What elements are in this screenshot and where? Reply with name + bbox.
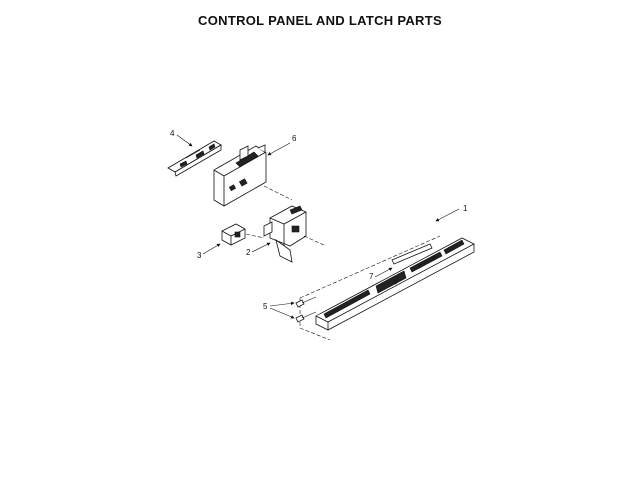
- callout-4: 4: [170, 129, 175, 138]
- page-title: CONTROL PANEL AND LATCH PARTS: [198, 13, 442, 28]
- part-3-clip: [222, 224, 245, 245]
- part-5-screws: [296, 297, 316, 322]
- part-2-latch: [264, 206, 306, 262]
- callout-3: 3: [197, 251, 202, 260]
- callout-7: 7: [369, 272, 374, 281]
- part-1-control-panel: [316, 238, 474, 330]
- callout-6: 6: [292, 134, 297, 143]
- callout-1: 1: [463, 204, 468, 213]
- callout-5: 5: [263, 302, 268, 311]
- part-4-bracket: [168, 141, 221, 176]
- part-6-control-board: [214, 145, 266, 206]
- callout-2: 2: [246, 248, 251, 257]
